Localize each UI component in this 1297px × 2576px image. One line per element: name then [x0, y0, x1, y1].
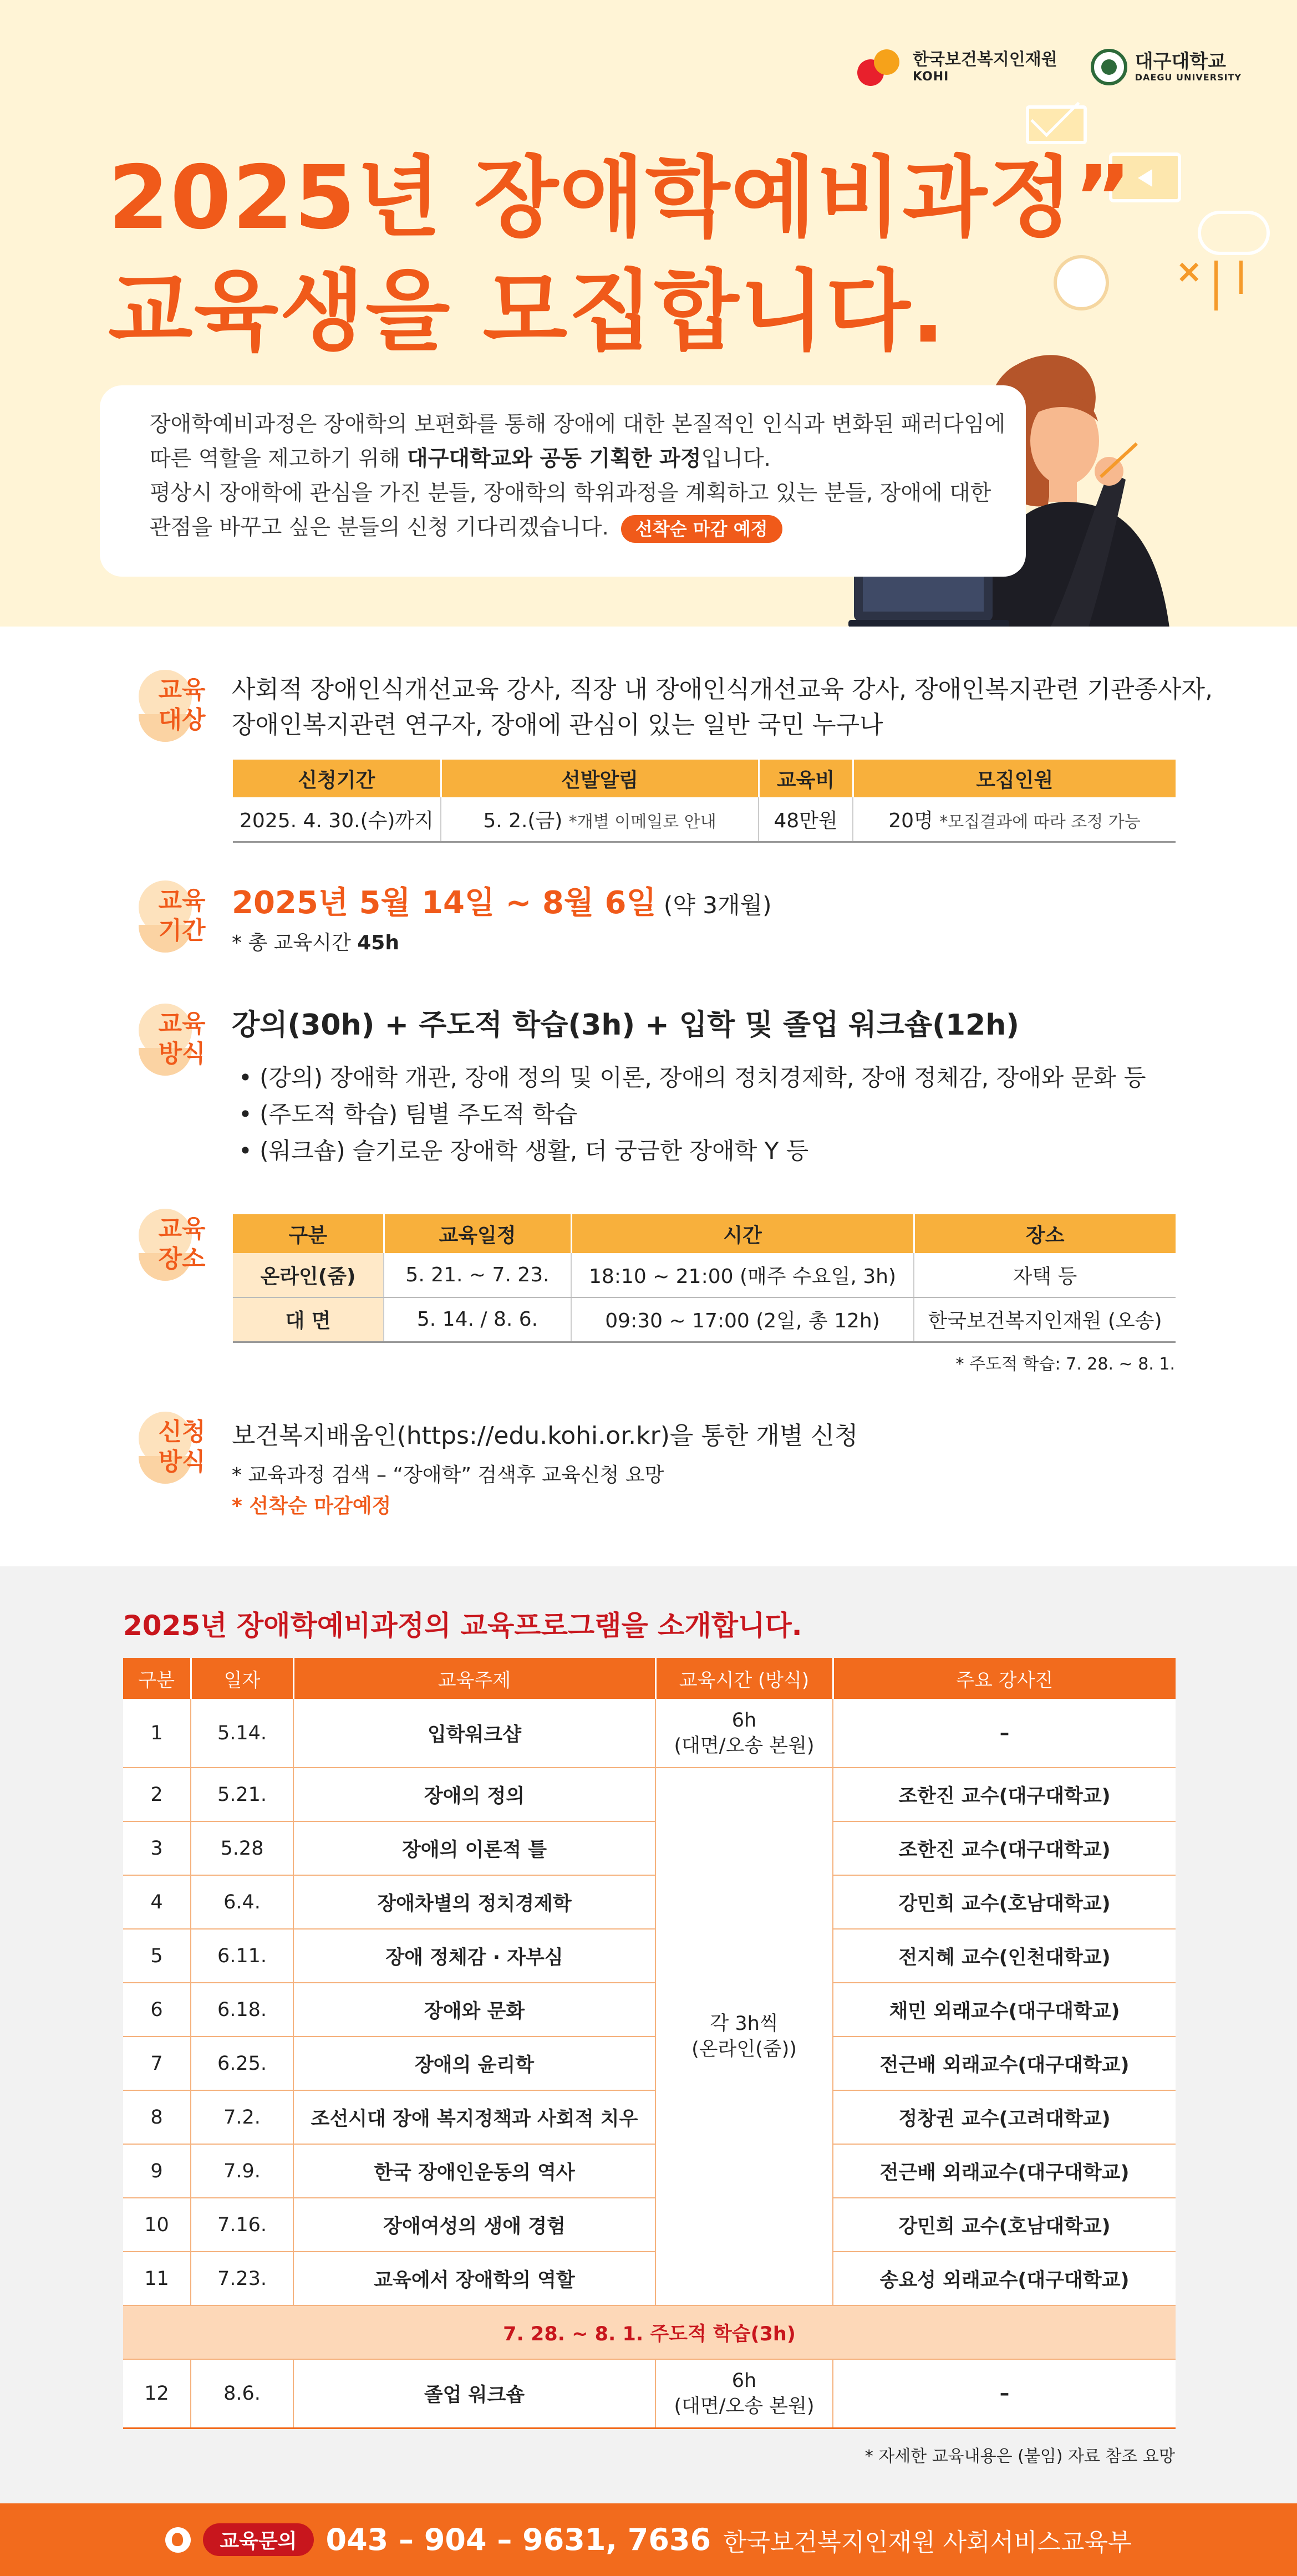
apply-line-2: * 교육과정 검색 – “장애학” 검색후 교육신청 요망 — [232, 1464, 664, 1486]
session-date: 7.9. — [191, 2144, 293, 2198]
col-header: 장소 — [914, 1214, 1176, 1253]
venue-place: 한국보건복지인재원 (오송) — [914, 1297, 1176, 1342]
session-instructor: 조한진 교수(대구대학교) — [833, 1768, 1176, 1821]
period-dates: 2025년 5월 14일 ~ 8월 6일 (약 3개월) — [232, 885, 772, 921]
self-study-band — [123, 2305, 1176, 2359]
session-date: 6.25. — [191, 2037, 293, 2090]
session-topic: 한국 장애인운동의 역사 — [293, 2144, 655, 2198]
session-instructor: – — [833, 1699, 1176, 1768]
col-header: 구분 — [233, 1214, 384, 1253]
session-topic: 장애와 문화 — [293, 1983, 655, 2037]
session-date: 5.14. — [191, 1699, 293, 1768]
apply-line-1: 보건복지배움인(https://edu.kohi.or.kr)을 통한 개별 신청 — [232, 1422, 858, 1450]
table-row — [123, 1699, 1176, 1768]
intro-line-4: 관점을 바꾸고 싶은 분들의 신청 기다리겠습니다. 선착순 마감 예정 — [150, 511, 976, 545]
table-row — [123, 1875, 1176, 1929]
session-instructor: 송요성 외래교수(대구대학교) — [833, 2252, 1176, 2305]
col-header: 선발알림 — [441, 760, 759, 797]
target-line-2: 장애인복지관련 연구자, 장애에 관심이 있는 일반 국민 누구나 — [232, 711, 883, 739]
period-label: 교육 기간 — [149, 886, 215, 946]
kohi-logo-abbr: KOHI — [912, 69, 949, 84]
selection-notice: 5. 2.(금) *개별 이메일로 안내 — [441, 797, 759, 842]
hero-banner — [0, 0, 1297, 627]
contact-org: 한국보건복지인재원 사회서비스교육부 — [723, 2528, 1132, 2557]
period-total: * 총 교육시간 45h — [232, 931, 399, 954]
col-header: 교육주제 — [293, 1658, 655, 1699]
session-no: 7 — [123, 2037, 191, 2090]
session-date: 6.4. — [191, 1875, 293, 1929]
col-header: 교육시간 (방식) — [655, 1658, 833, 1699]
session-instructor: 강민희 교수(호남대학교) — [833, 2198, 1176, 2252]
dgu-logo — [1091, 49, 1242, 85]
recruit-table — [233, 760, 1176, 843]
intro-line-1: 장애학예비과정은 장애학의 보편화를 통해 장애에 대한 본질적인 인식과 변화된 패러다임에 — [150, 412, 1006, 437]
apply-line-3: * 선착순 마감예정 — [232, 1495, 391, 1518]
method-label: 교육 방식 — [149, 1009, 215, 1069]
method-bullet: • (주도적 학습) 팀별 주도적 학습 — [238, 1101, 578, 1128]
program-title: 2025년 장애학예비과정의 교육프로그램을 소개합니다. — [123, 1610, 802, 1642]
kohi-logo-mark — [857, 49, 905, 85]
session-date: 6.18. — [191, 1983, 293, 2037]
col-header: 교육비 — [759, 760, 853, 797]
session-date: 7.2. — [191, 2090, 293, 2144]
arrow-down-icon — [1214, 261, 1218, 310]
program-table — [123, 1658, 1176, 2429]
intro-box — [100, 385, 1026, 577]
venue-type: 대 면 — [233, 1297, 384, 1342]
session-no: 3 — [123, 1821, 191, 1875]
session-instructor: 전근배 외래교수(대구대학교) — [833, 2037, 1176, 2090]
session-topic: 입학워크샵 — [293, 1699, 655, 1768]
col-header: 일자 — [191, 1658, 293, 1699]
apply-label: 신청 방식 — [149, 1417, 215, 1477]
title-line-2: 교육생을 모집합니다. — [108, 261, 946, 363]
intro-line-2: 따른 역할을 제고하기 위해 대구대학교와 공동 기획한 과정입니다. — [150, 446, 771, 471]
session-no: 9 — [123, 2144, 191, 2198]
kohi-logo-name: 한국보건복지인재원 — [912, 50, 1057, 70]
kohi-logo — [857, 49, 1057, 85]
program-note: * 자세한 교육내용은 (붙임) 자료 참조 요망 — [864, 2447, 1175, 2466]
session-topic: 장애의 윤리학 — [293, 2037, 655, 2090]
session-date: 7.16. — [191, 2198, 293, 2252]
cloud-icon — [1198, 211, 1270, 255]
contact-phone[interactable]: 043 – 904 – 9631, 7636 — [325, 2522, 711, 2557]
table-row — [233, 1253, 1176, 1297]
session-instructor: 전지혜 교수(인천대학교) — [833, 1929, 1176, 1983]
session-no: 11 — [123, 2252, 191, 2305]
session-date: 7.23. — [191, 2252, 293, 2305]
session-instructor: 강민희 교수(호남대학교) — [833, 1875, 1176, 1929]
contact-pill: 교육문의 — [203, 2523, 313, 2556]
phone-icon — [165, 2527, 191, 2553]
apply-period: 2025. 4. 30.(수)까지 — [233, 797, 441, 842]
arrow-down-icon — [1239, 261, 1243, 294]
col-header: 주요 강사진 — [833, 1658, 1176, 1699]
method-headline: 강의(30h) + 주도적 학습(3h) + 입학 및 졸업 워크숍(12h) — [232, 1009, 1020, 1042]
recruit-count: 20명 *모집결과에 따라 조정 가능 — [853, 797, 1176, 842]
table-row — [123, 2252, 1176, 2305]
session-topic: 졸업 워크숍 — [293, 2359, 655, 2428]
method-bullet: • (워크숍) 슬기로운 장애학 생활, 더 궁금한 장애학 Y 등 — [238, 1137, 809, 1164]
session-topic: 장애의 이론적 틀 — [293, 1821, 655, 1875]
session-topic: 장애 정체감 · 자부심 — [293, 1929, 655, 1983]
intro-line-3: 평상시 장애학에 관심을 가진 분들, 장애학의 학위과정을 계획하고 있는 분들, 장애에 대한 — [150, 481, 991, 506]
table-row — [123, 1768, 1176, 1821]
dgu-logo-en: DAEGU UNIVERSITY — [1135, 72, 1242, 83]
session-duration: 6h (대면/오송 본원) — [655, 1699, 833, 1768]
dgu-logo-name: 대구대학교 — [1135, 50, 1226, 73]
venue-schedule: 5. 21. ~ 7. 23. — [384, 1253, 571, 1297]
table-row — [233, 797, 1176, 842]
session-no: 4 — [123, 1875, 191, 1929]
table-row — [123, 1929, 1176, 1983]
venue-label: 교육 장소 — [149, 1214, 215, 1274]
session-topic: 장애차별의 정치경제학 — [293, 1875, 655, 1929]
session-instructor: 정창권 교수(고려대학교) — [833, 2090, 1176, 2144]
page-title — [108, 141, 1133, 369]
session-no: 12 — [123, 2359, 191, 2428]
session-no: 8 — [123, 2090, 191, 2144]
col-header: 구분 — [123, 1658, 191, 1699]
session-topic: 장애의 정의 — [293, 1768, 655, 1821]
session-duration: 6h (대면/오송 본원) — [655, 2359, 833, 2428]
table-row — [123, 2198, 1176, 2252]
col-header: 신청기간 — [233, 760, 441, 797]
venue-time: 18:10 ~ 21:00 (매주 수요일, 3h) — [571, 1253, 914, 1297]
table-row — [123, 1983, 1176, 2037]
venue-table — [233, 1214, 1176, 1343]
session-instructor: 전근배 외래교수(대구대학교) — [833, 2144, 1176, 2198]
session-date: 8.6. — [191, 2359, 293, 2428]
first-come-badge: 선착순 마감 예정 — [621, 515, 782, 543]
session-instructor: – — [833, 2359, 1176, 2428]
session-no: 6 — [123, 1983, 191, 2037]
title-line-1: 2025년 장애학예비과정” — [108, 147, 1133, 249]
table-row — [123, 2037, 1176, 2090]
close-icon: × — [1176, 252, 1203, 290]
col-header: 교육일정 — [384, 1214, 571, 1253]
session-date: 6.11. — [191, 1929, 293, 1983]
table-row — [233, 1297, 1176, 1342]
table-row — [123, 2359, 1176, 2428]
session-no: 5 — [123, 1929, 191, 1983]
venue-schedule: 5. 14. / 8. 6. — [384, 1297, 571, 1342]
method-bullet: • (강의) 장애학 개관, 장애 정의 및 이론, 장애의 정치경제학, 장애 정체감, 장애와 문화 등 — [238, 1064, 1146, 1091]
target-line-1: 사회적 장애인식개선교육 강사, 직장 내 장애인식개선교육 강사, 장애인복지관련 기관종사자, — [232, 675, 1213, 704]
venue-type: 온라인(줌) — [233, 1253, 384, 1297]
col-header: 시간 — [571, 1214, 914, 1253]
table-row — [123, 2090, 1176, 2144]
target-label: 교육 대상 — [149, 675, 215, 735]
envelope-icon — [1026, 105, 1087, 144]
dgu-seal-icon — [1091, 49, 1127, 85]
contact-footer — [0, 2503, 1297, 2576]
venue-time: 09:30 ~ 17:00 (2일, 총 12h) — [571, 1297, 914, 1342]
table-row — [123, 1821, 1176, 1875]
tuition-fee: 48만원 — [759, 797, 853, 842]
session-topic: 장애여성의 생애 경험 — [293, 2198, 655, 2252]
session-no: 2 — [123, 1768, 191, 1821]
session-no: 10 — [123, 2198, 191, 2252]
session-date: 5.21. — [191, 1768, 293, 1821]
session-date: 5.28 — [191, 1821, 293, 1875]
session-instructor: 조한진 교수(대구대학교) — [833, 1821, 1176, 1875]
table-row — [123, 2144, 1176, 2198]
self-study-text: 7. 28. ~ 8. 1. 주도적 학습(3h) — [123, 2305, 1176, 2359]
session-duration-merged: 각 3h씩 (온라인(줌)) — [655, 1768, 833, 2305]
session-topic: 조선시대 장애 복지정책과 사회적 치우 — [293, 2090, 655, 2144]
session-topic: 교육에서 장애학의 역할 — [293, 2252, 655, 2305]
session-instructor: 채민 외래교수(대구대학교) — [833, 1983, 1176, 2037]
session-no: 1 — [123, 1699, 191, 1768]
venue-note: * 주도적 학습: 7. 28. ~ 8. 1. — [955, 1355, 1175, 1374]
logo-bar — [857, 49, 1242, 85]
venue-place: 자택 등 — [914, 1253, 1176, 1297]
col-header: 모집인원 — [853, 760, 1176, 797]
